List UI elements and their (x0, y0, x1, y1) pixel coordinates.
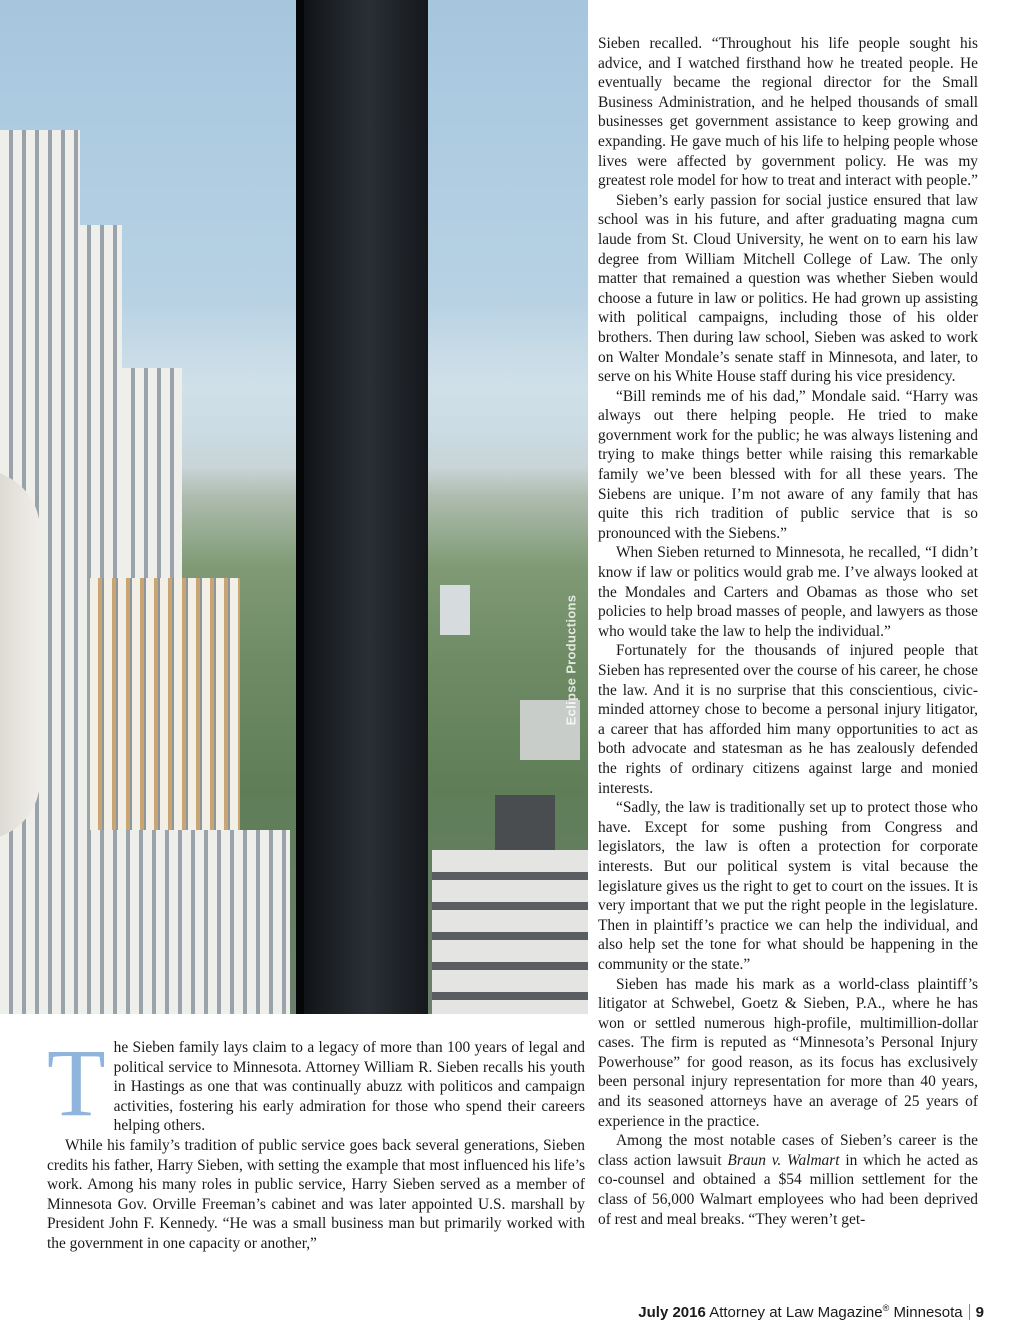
distant-building (440, 585, 470, 635)
case-name: Braun v. Walmart (727, 1151, 840, 1169)
footer-magazine: Attorney at Law Magazine (709, 1304, 883, 1321)
drop-cap: T (47, 1029, 106, 1136)
article-paragraph: When Sieben returned to Minnesota, he recalled, “I didn’t know if law or politics would grab me. I’ve always looked at the Mondales and Carters and Obamas as those who set policies to help broad masses of people, and lawyers as those who would take the law to help the individual.” (598, 544, 978, 640)
footer-edition: Minnesota (893, 1304, 963, 1321)
footer-divider (969, 1304, 970, 1320)
article-paragraph: “Sadly, the law is traditionally set up to protect those who have. Except for some pushing from Congress and legislators, the law is often a protection for corporate interests. But our political system is vital because the legislature gives us the right to get to court on the issues. It is very important that we put the right people in the legislature. Then in plaintiff’s practice we can help the individual, and also help set the tone for what should be happening in the community or the state.” (598, 799, 978, 973)
intro-text: he Sieben family lays claim to a legacy of more than 100 years of legal and political service to Minnesota. Attorney William R. Sieben recalls his youth in Hastings as one that was continually abuzz with politicos and campaign activities, fostering his early admiration for those who spend their careers helping others. (113, 1039, 585, 1135)
article-paragraph: Sieben has made his mark as a world-class plaintiff’s litigator at Schwebel, Goetz & Sieben, P.A., where he has won or settled numerous high-profile, multimillion-dollar cases. The firm is reputed as “Minnesota’s Personal Injury Powerhouse” for good reason, as its focus has exclusively been personal injury representation for more than 40 years, and its seasoned attorneys have an average of 25 years of experience in the practice. (598, 975, 978, 1130)
article-paragraph: While his family’s tradition of public service goes back several generations, Sieben credits his father, Harry Sieben, with setting the example that most influenced his life’s work. Among his many roles in public service, Harry Sieben served as a member of Minnesota Gov. Orville Freeman’s cabinet and was later appointed U.S. marshall by President John F. Kennedy. “He was a small business man but primarily worked with the government in one capacity or another,” (47, 1136, 585, 1252)
photo-credit: Eclipse Productions (563, 594, 579, 726)
article-paragraph: Sieben’s early passion for social justice ensured that law school was in his future, and after graduating magna cum laude from St. Cloud University, he went on to earn his law degree from William Mitchell College of Law. The only matter that remained a question was whether Sieben would choose a future in law or politics. He had grown up assisting with political campaigns, including those of his older brothers. Then during law school, Sieben was asked to work on Walter Mondale’s senate staff in Minnesota, and later, to serve on his White House staff during his vice presidency. (598, 191, 978, 386)
article-paragraph: Sieben recalled. “Throughout his life people sought his advice, and I watched firsthand how he treated people. He eventually became the regional director for the Small Business Administration, and he helped thousands of small businesses get government assistance to keep growing and expanding. He gave much of his life to helping people whose lives were affected by government policy. He was my greatest role model for how to treat and interact with people.” (598, 35, 978, 190)
article-intro (47, 1029, 585, 1136)
page-number: 9 (975, 1304, 984, 1321)
registered-mark: ® (882, 1303, 890, 1313)
article-paragraph-last (598, 1131, 978, 1229)
cover-photo (0, 0, 588, 1014)
page-footer (638, 1303, 984, 1321)
article-paragraph: “Bill reminds me of his dad,” Mondale said. “Harry was always out there helping people. He tried to make government work for the public; he was always listening and trying to make things better while raising this remarkable family we’ve been blessed with for all these years. The Siebens are unique. I’m not aware of any family that has quite this rich tradition of public service that is so pronounced with the Siebens.” (598, 387, 978, 542)
skyscraper-low (0, 830, 290, 1014)
window-frame-edge (296, 0, 304, 1014)
article-column-left (47, 1029, 585, 1254)
text-run: Among the most notable cases of Sieben’s career is the class action lawsuit (598, 1132, 978, 1169)
text-run: in which he acted as co-counsel and obtained a $54 million settlement for the class of 56,000 Walmart employees who had been deprived of rest and meal breaks. “They weren’t get- (598, 1151, 978, 1228)
footer-issue: July 2016 (638, 1304, 706, 1321)
figure-edge (0, 470, 40, 840)
article-column-right (598, 34, 978, 1229)
window-frame (296, 0, 428, 1014)
white-building (432, 850, 588, 1014)
article-paragraph: Fortunately for the thousands of injured people that Sieben has represented over the course of his career, he chose the law. And it is no surprise that this conscientious, civic-minded attorney chose to become a personal injury litigator, a career that has afforded him many opportunities to act as both advocate and statesman as he has zealously defended the rights of ordinary citizens against large and monied interests. (598, 642, 978, 797)
